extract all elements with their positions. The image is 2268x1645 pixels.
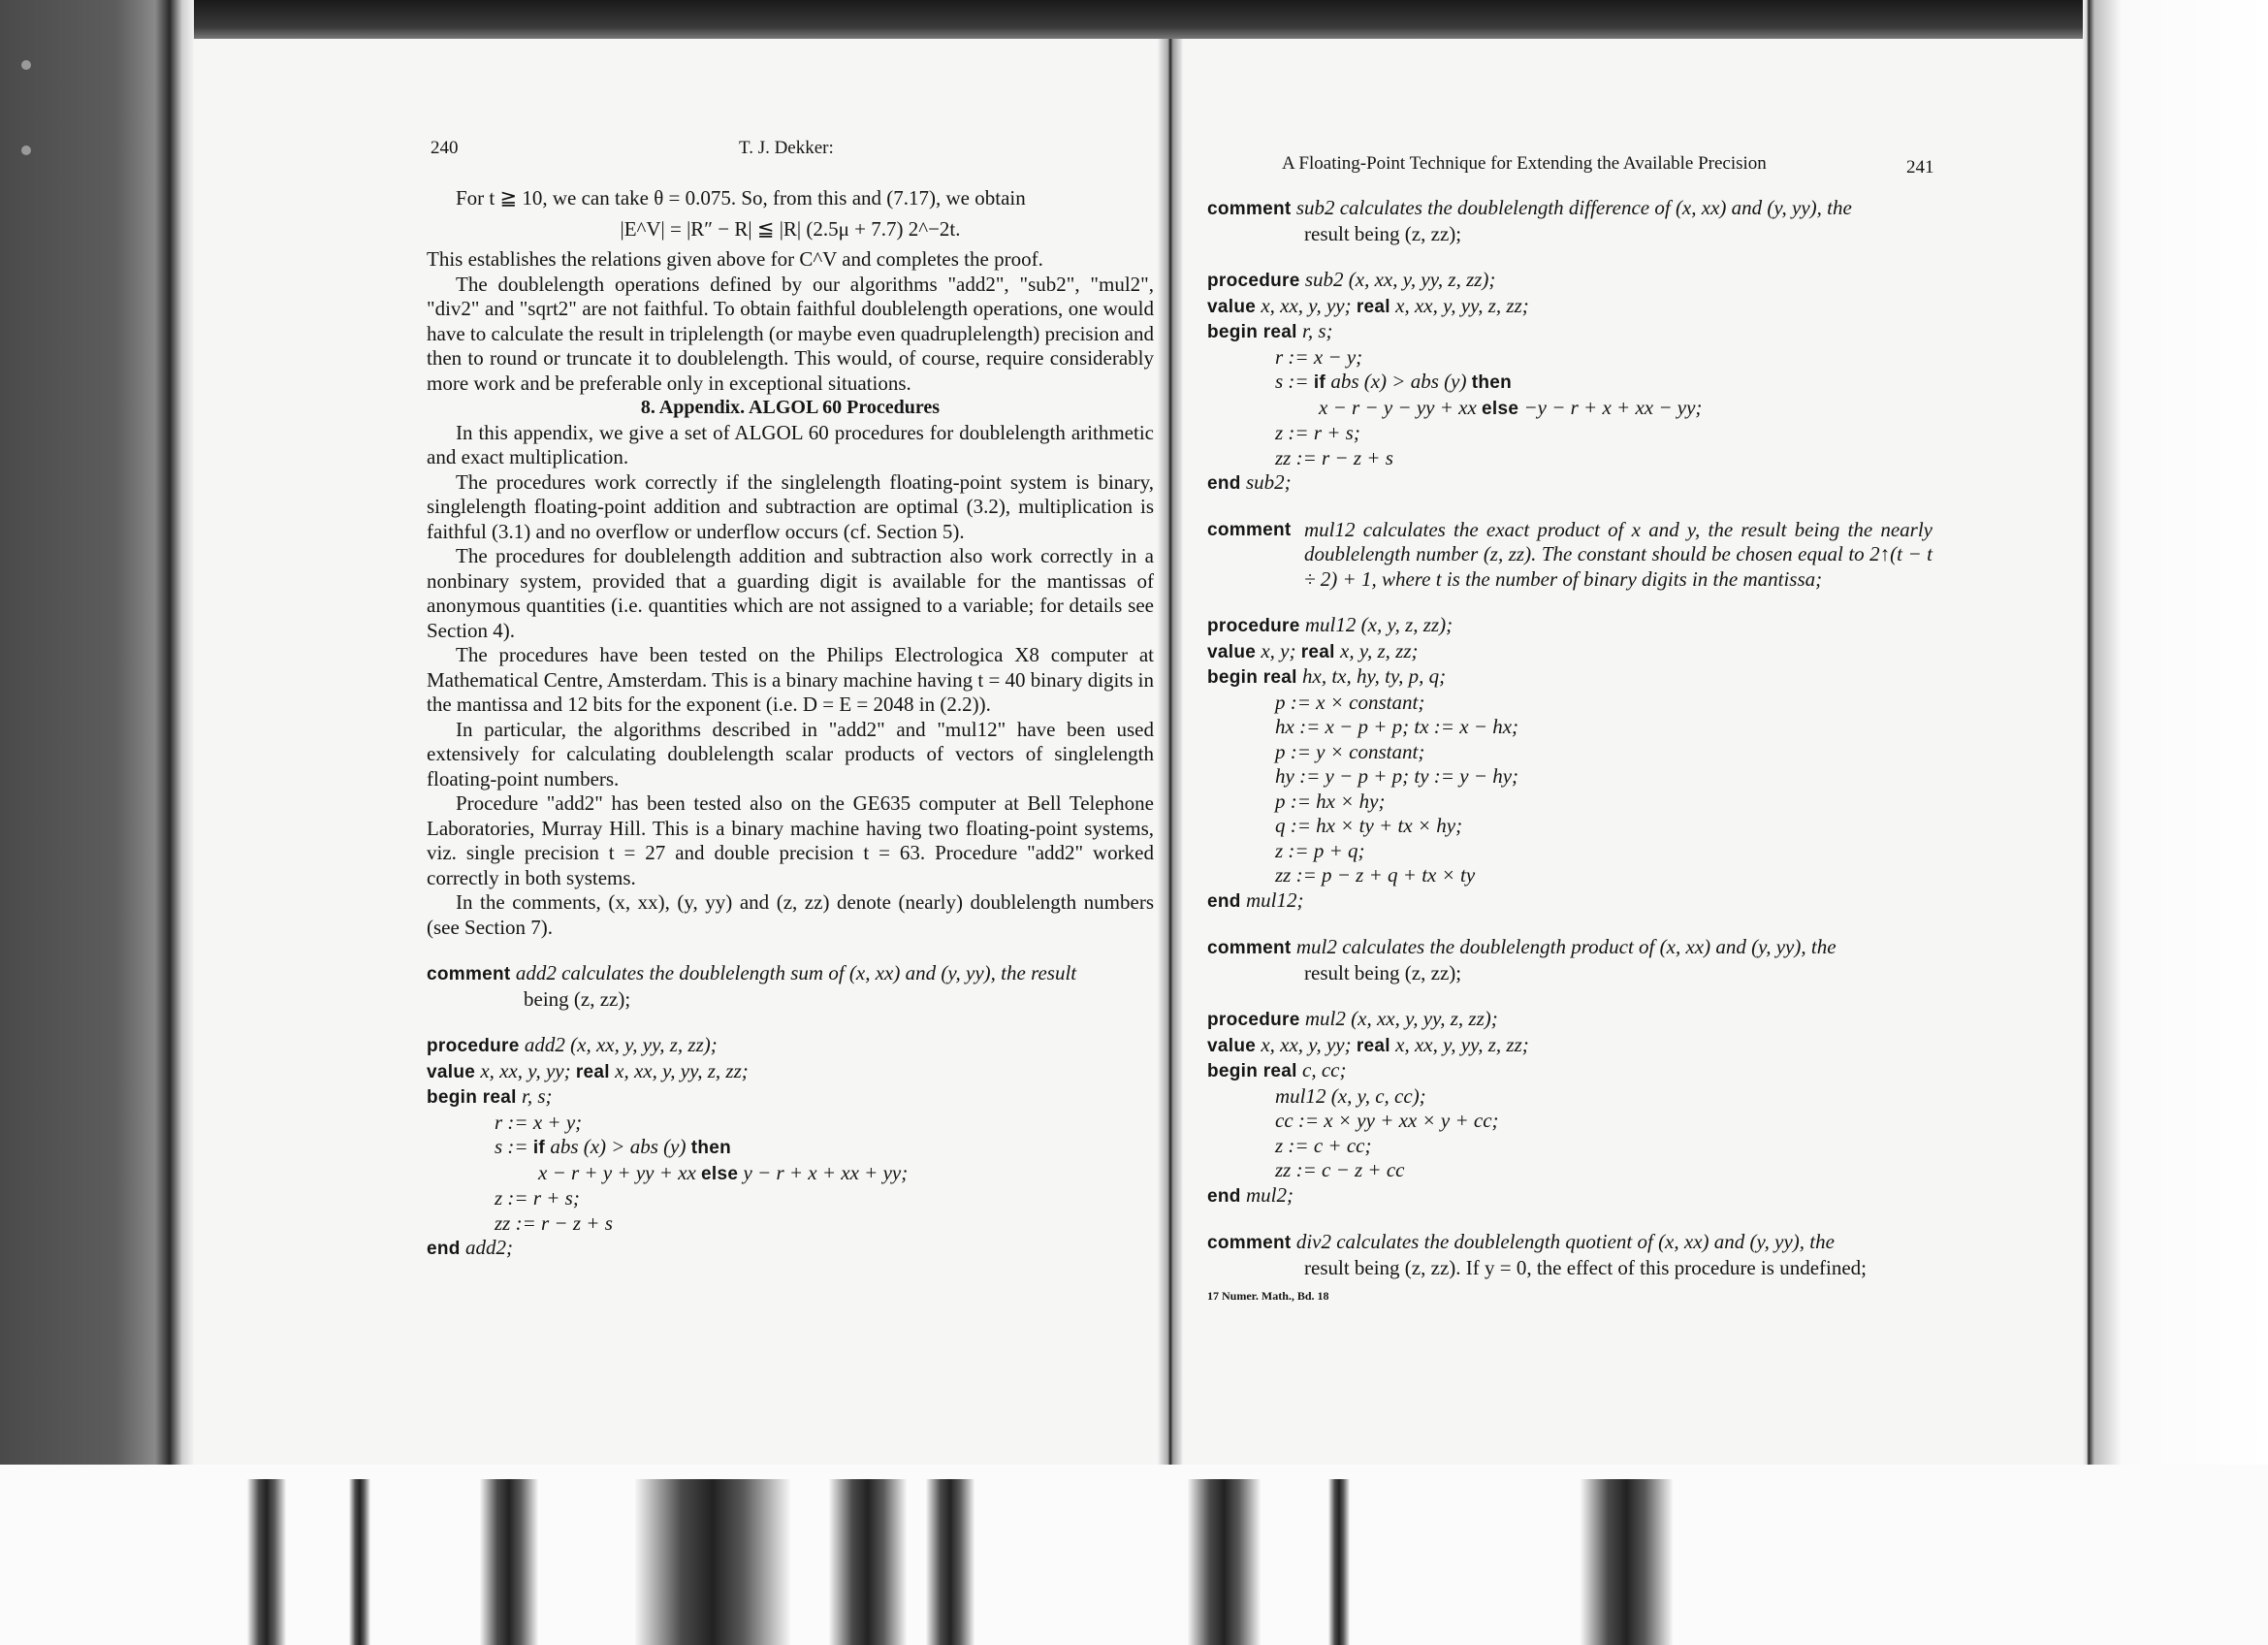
code-line: q := hx × ty + tx × hy; bbox=[1275, 814, 1463, 837]
code-text: zz := r − z + s bbox=[495, 1210, 613, 1235]
comment-text: mul12 calculates the exact product of x and y, the result being the nearly doublelength number (z, zz). The constant should be chosen equal to 2↑(t − t ÷ 2) + 1, where t is the number of binary digits in the mantissa; bbox=[1304, 517, 1933, 591]
comment-text: sub2 calculates the doublelength difference of (x, xx) and (y, yy), the bbox=[1295, 196, 1852, 219]
equation: |E^V| = |R″ − R| ≦ |R| (2.5μ + 7.7) 2^−2t. bbox=[620, 216, 961, 241]
keyword: if bbox=[532, 1138, 546, 1158]
comment-text: add2 calculates the doublelength sum of (x, xx) and (y, yy), the result bbox=[515, 961, 1077, 984]
keyword: begin real bbox=[1207, 667, 1297, 688]
keyword: end bbox=[1207, 1185, 1241, 1207]
code-line: hx := x − p + p; tx := x − hx; bbox=[1275, 715, 1519, 738]
keyword: procedure bbox=[1207, 1010, 1300, 1030]
code-text: sub2; bbox=[1245, 470, 1292, 494]
code-text: hx, tx, hy, ty, p, q; bbox=[1302, 664, 1447, 688]
code-text: abs (x) > abs (y) bbox=[550, 1135, 687, 1158]
code-text: −y − r + x + xx − yy; bbox=[1523, 395, 1703, 419]
keyword: end bbox=[427, 1239, 461, 1259]
keyword: else bbox=[1482, 398, 1519, 419]
code-text: r, s; bbox=[1302, 319, 1333, 342]
keyword: real bbox=[1300, 641, 1335, 662]
scan-stripe bbox=[926, 1479, 974, 1645]
code-text: x, y, z, zz; bbox=[1340, 638, 1419, 662]
running-head: T. J. Dekker: bbox=[739, 138, 834, 158]
right-body bbox=[1207, 196, 1933, 1309]
keyword: comment bbox=[427, 964, 511, 984]
comment-text: result being (z, zz); bbox=[1304, 960, 1462, 984]
page-number: 241 bbox=[1906, 157, 1934, 177]
code-add2 bbox=[427, 961, 1154, 1262]
code-text: s := bbox=[495, 1135, 528, 1158]
scan-stripe bbox=[1188, 1479, 1261, 1645]
paragraph: In this appendix, we give a set of ALGOL 60 procedures for doublelength arithmetic and exact multiplication. bbox=[427, 420, 1154, 468]
code-line: p := y × constant; bbox=[1275, 739, 1425, 763]
footnote: 17 Numer. Math., Bd. 18 bbox=[1207, 1289, 1329, 1303]
keyword: comment bbox=[1207, 519, 1292, 540]
keyword: then bbox=[690, 1138, 732, 1158]
code-text: x, xx, y, yy; bbox=[1261, 1032, 1352, 1056]
code-text: x, xx, y, yy; bbox=[1261, 293, 1352, 317]
comment-text: being (z, zz); bbox=[524, 986, 631, 1011]
code-line: zz := c − z + cc bbox=[1275, 1158, 1405, 1181]
scan-top-shadow bbox=[0, 0, 2268, 39]
code-text: x, y; bbox=[1261, 638, 1296, 662]
running-head: A Floating-Point Technique for Extending the Available Precision bbox=[1282, 153, 1767, 174]
paragraph: The procedures for doublelength addition and subtraction also work correctly in a nonbinary system, provided that a guarding digit is available for the mantissas of anonymous quantities (i.e. quantities which are not assigned to a variable; for details see Section 4). bbox=[427, 544, 1154, 642]
code-text: mul12 (x, y, z, zz); bbox=[1304, 613, 1453, 636]
code-text: r := x − y; bbox=[1275, 344, 1363, 369]
code-text: x, xx, y, yy; bbox=[480, 1058, 571, 1082]
code-line: hy := y − p + p; ty := y − hy; bbox=[1275, 764, 1519, 788]
code-text: mul12; bbox=[1245, 887, 1304, 912]
keyword: real bbox=[1356, 296, 1390, 317]
code-text: z := r + s; bbox=[1275, 421, 1360, 444]
code-text: y − r + x + xx + yy; bbox=[743, 1160, 909, 1184]
code-line: cc := x × yy + xx × y + cc; bbox=[1275, 1109, 1499, 1132]
code-line: p := x × constant; bbox=[1275, 690, 1425, 714]
keyword: begin real bbox=[1207, 1061, 1297, 1081]
keyword: else bbox=[701, 1163, 739, 1184]
code-text: x − r − y − yy + xx bbox=[1319, 395, 1477, 419]
binding-hole bbox=[21, 60, 31, 70]
code-text: r := x + y; bbox=[495, 1110, 583, 1134]
keyword: real bbox=[1356, 1035, 1390, 1056]
paragraph: For t ≧ 10, we can take θ = 0.075. So, from this and (7.17), we obtain bbox=[456, 186, 1026, 210]
code-text: x, xx, y, yy, z, zz; bbox=[1395, 1032, 1529, 1056]
keyword: procedure bbox=[1207, 271, 1300, 291]
code-text: x − r + y + yy + xx bbox=[538, 1160, 696, 1184]
code-text: sub2 (x, xx, y, yy, z, zz); bbox=[1304, 268, 1496, 291]
book-gutter bbox=[1158, 39, 1183, 1465]
scan-stripe bbox=[635, 1479, 790, 1645]
comment-text: result being (z, zz). If y = 0, the effect of this procedure is undefined; bbox=[1304, 1255, 1867, 1279]
comment-text: result being (z, zz); bbox=[1304, 221, 1462, 245]
code-text: x, xx, y, yy, z, zz; bbox=[615, 1058, 749, 1082]
code-line: z := p + q; bbox=[1275, 838, 1365, 862]
paragraph: The doublelength operations defined by our algorithms "add2", "sub2", "mul2", "div2" and "sqrt2" are not faithful. To obtain faithful doublelength operations, one would have to calculate the result in triplelength (or maybe even quadruplelength) precision and then to round or truncate it to doublelength. This would, of course, require considerably more work and be preferable only in exceptional situations. bbox=[427, 272, 1154, 395]
scan-stripe bbox=[247, 1479, 286, 1645]
keyword: comment bbox=[1207, 1233, 1292, 1253]
code-line: mul12 (x, y, c, cc); bbox=[1275, 1083, 1426, 1108]
left-body bbox=[427, 186, 1154, 1262]
scan-stripe bbox=[480, 1479, 538, 1645]
paragraph: Procedure "add2" has been tested also on the GE635 computer at Bell Telephone Laboratories, Murray Hill. This is a binary machine having two floating-point systems, viz. single precision t = 27 and double precision t = 63. Procedure "add2" worked correctly in both systems. bbox=[427, 791, 1154, 889]
keyword: value bbox=[1207, 641, 1257, 662]
scan-bottom-band bbox=[0, 1465, 2268, 1645]
keyword: value bbox=[1207, 1035, 1257, 1056]
code-text: add2 (x, xx, y, yy, z, zz); bbox=[524, 1033, 718, 1056]
keyword: then bbox=[1471, 372, 1513, 393]
section-title: 8. Appendix. ALGOL 60 Procedures bbox=[640, 397, 941, 418]
scan-right-edge bbox=[2083, 0, 2268, 1645]
code-text: add2; bbox=[464, 1236, 513, 1259]
keyword: procedure bbox=[1207, 616, 1300, 636]
keyword: if bbox=[1313, 372, 1326, 393]
keyword: comment bbox=[1207, 199, 1292, 219]
keyword: procedure bbox=[427, 1036, 520, 1056]
keyword: end bbox=[1207, 890, 1241, 912]
paragraph: In particular, the algorithms described in "add2" and "mul12" have been used extensively for calculating doublelength scalar products of vectors of singlelength floating-point numbers. bbox=[427, 717, 1154, 790]
code-text: mul2 (x, xx, y, yy, z, zz); bbox=[1304, 1007, 1498, 1030]
page-number: 240 bbox=[431, 138, 459, 158]
keyword: comment bbox=[1207, 938, 1292, 958]
paragraph: In the comments, (x, xx), (y, yy) and (z, zz) denote (nearly) doublelength numbers (see Section 7). bbox=[427, 890, 1154, 939]
paragraph: The procedures have been tested on the Philips Electrologica X8 computer at Mathematical Centre, Amsterdam. This is a binary machine having t = 40 binary digits in the mantissa and 12 bits for the exponent (i.e. D = E = 2048 in (2.2)). bbox=[427, 643, 1154, 716]
code-line: zz := p − z + q + tx × ty bbox=[1275, 863, 1476, 887]
comment-text: div2 calculates the doublelength quotient of (x, xx) and (y, yy), the bbox=[1295, 1230, 1835, 1253]
comment-text: mul2 calculates the doublelength product of (x, xx) and (y, yy), the bbox=[1295, 935, 1837, 958]
keyword: real bbox=[575, 1061, 610, 1082]
keyword: begin real bbox=[427, 1087, 517, 1108]
scan-stripe bbox=[1328, 1479, 1350, 1645]
code-text: abs (x) > abs (y) bbox=[1330, 370, 1467, 393]
scan-stripe bbox=[829, 1479, 907, 1645]
code-text: zz := r − z + s bbox=[1275, 445, 1393, 469]
paragraph: This establishes the relations given above for C^V and completes the proof. bbox=[427, 247, 1043, 271]
scan-left-edge bbox=[0, 0, 194, 1645]
keyword: value bbox=[1207, 296, 1257, 317]
scan-stripe bbox=[349, 1479, 370, 1645]
binding-hole bbox=[21, 145, 31, 155]
code-text: c, cc; bbox=[1302, 1058, 1347, 1081]
code-text: r, s; bbox=[522, 1084, 553, 1108]
keyword: end bbox=[1207, 473, 1241, 494]
code-line: z := c + cc; bbox=[1275, 1133, 1372, 1157]
code-line: p := hx × hy; bbox=[1275, 789, 1386, 813]
keyword: value bbox=[427, 1061, 476, 1082]
keyword: begin real bbox=[1207, 322, 1297, 342]
code-text: x, xx, y, yy, z, zz; bbox=[1395, 293, 1529, 317]
code-text: s := bbox=[1275, 370, 1309, 393]
paragraph: The procedures work correctly if the singlelength floating-point system is binary, singlelength floating-point addition and subtraction are optimal (3.2), multiplication is faithful (3.1) and no overflow or underflow occurs (cf. Section 5). bbox=[427, 469, 1154, 543]
code-text: mul2; bbox=[1245, 1182, 1294, 1207]
code-text: z := r + s; bbox=[495, 1186, 580, 1210]
scan-stripe bbox=[1581, 1479, 1673, 1645]
